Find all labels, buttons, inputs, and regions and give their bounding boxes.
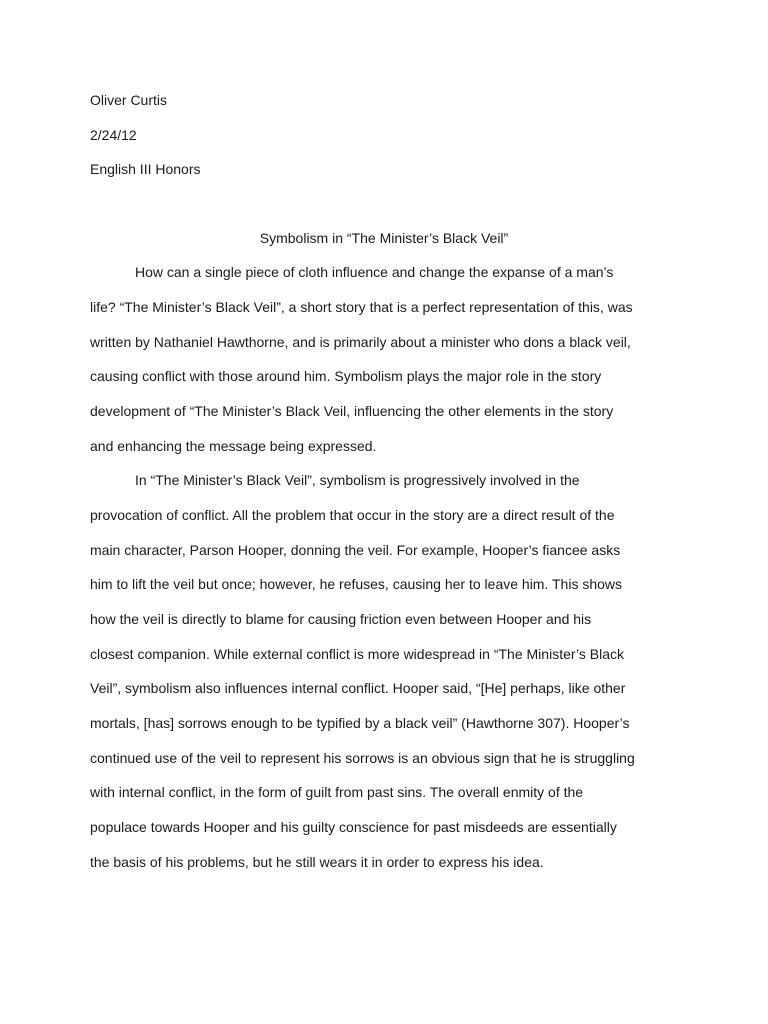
paragraph-1-line-2: life? “The Minister’s Black Veil”, a short story that is a perfect representation of this, was (90, 299, 633, 315)
paragraph-2-line-12: the basis of his problems, but he still wears it in order to express his idea. (90, 854, 544, 870)
essay-title: Symbolism in “The Minister’s Black Veil” (259, 230, 509, 246)
paragraph-2-line-11: populace towards Hooper and his guilty conscience for past misdeeds are essentially (90, 819, 617, 835)
paragraph-1-line-4: causing conflict with those around him. Symbolism plays the major role in the story (90, 368, 602, 384)
paragraph-2-line-4: him to lift the veil but once; however, he refuses, causing her to leave him. This shows (90, 576, 623, 592)
paragraph-2-line-9: continued use of the veil to represent his sorrows is an obvious sign that he is struggling (90, 750, 635, 766)
paragraph-2-line-2: provocation of conflict. All the problem that occur in the story are a direct result of the (90, 507, 615, 523)
paragraph-2-line-7: Veil”, symbolism also influences internal conflict. Hooper said, “[He] perhaps, like other (90, 680, 626, 696)
paragraph-1-line-3: written by Nathaniel Hawthorne, and is primarily about a minister who dons a black veil, (90, 334, 631, 350)
paragraph-2-line-6: closest companion. While external conflict is more widespread in “The Minister’s Black (90, 646, 625, 662)
paragraph-2-line-1: In “The Minister’s Black Veil”, symbolism is progressively involved in the (135, 472, 580, 488)
paragraph-2-line-3: main character, Parson Hooper, donning the veil. For example, Hooper’s fiancee asks (90, 542, 621, 558)
essay-date: 2/24/12 (90, 127, 137, 143)
paragraph-2-line-5: how the veil is directly to blame for causing friction even between Hooper and his (90, 611, 592, 627)
paragraph-1-line-6: and enhancing the message being expressed. (90, 438, 377, 454)
paragraph-2-line-8: mortals, [has] sorrows enough to be typified by a black veil” (Hawthorne 307). Hooper’s (90, 715, 630, 731)
paragraph-1-line-1: How can a single piece of cloth influence and change the expanse of a man’s (135, 264, 614, 280)
author-name: Oliver Curtis (90, 92, 168, 108)
paragraph-1-line-5: development of “The Minister’s Black Veil, influencing the other elements in the story (90, 403, 614, 419)
course-name: English III Honors (90, 161, 201, 177)
paragraph-2-line-10: with internal conflict, in the form of guilt from past sins. The overall enmity of the (90, 784, 584, 800)
